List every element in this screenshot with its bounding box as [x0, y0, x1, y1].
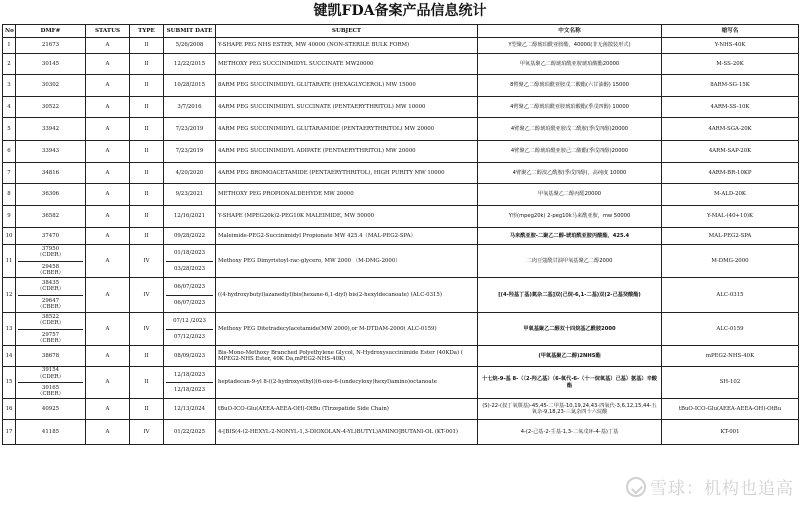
submit-date: 12/16/2021: [173, 213, 206, 220]
cell-chinese-name: 4-(2-己基-2-壬基-1,3-二氧戊环-4-基)丁基: [478, 420, 662, 445]
cell-dmf: [16, 141, 86, 163]
cell-chinese-name: 8臂聚乙二醇琥珀酰亚胺戊二酸酯(六甘油醇) 15000: [478, 75, 662, 97]
submit-date: 06/07/2023: [166, 295, 213, 306]
dmf-number: 29458 （CBER）: [18, 261, 83, 277]
table-row: [3, 367, 799, 399]
cell-abbreviation: 4ARM-SS-10K: [662, 97, 799, 118]
cell-type: IV: [130, 420, 164, 445]
cell-dmf: [16, 278, 86, 313]
cell-subject: 4ARM PEG SUCCINIMIDYL SUCCINATE (PENTAERYTHRITOL) MW 10000: [216, 97, 478, 118]
cell-chinese-name: Y形(mpeg20k) 2-peg10k马来酰亚胺，mw 50000: [478, 206, 662, 228]
submit-date: 4/20/2020: [175, 169, 204, 176]
cell-subject: 4ARM PEG BROMOACETAMIDE (PENTAERYTHRITOL), HIGH PURITY MW 10000: [216, 163, 478, 184]
cell-no: 8: [3, 184, 16, 206]
cell-submit-date: [164, 399, 216, 420]
cell-type: II: [130, 97, 164, 118]
cell-abbreviation: M-ALD-20K: [662, 184, 799, 206]
cell-type: IV: [130, 278, 164, 313]
cell-chinese-name: 甲氧基聚乙二醇丙醛20000: [478, 184, 662, 206]
cell-dmf: [16, 75, 86, 97]
cell-dmf: [16, 97, 86, 118]
cell-abbreviation: 8ARM-SG-15K: [662, 75, 799, 97]
dmf-number: 30522: [41, 103, 60, 110]
cell-no: 15: [3, 367, 16, 399]
cell-status: A: [86, 228, 130, 245]
cell-status: A: [86, 97, 130, 118]
cell-no: 3: [3, 75, 16, 97]
submit-date: 03/28/2023: [166, 261, 213, 272]
cell-no: 14: [3, 346, 16, 367]
dmf-number: 30302: [41, 82, 60, 89]
header-type: TYPE: [130, 25, 164, 38]
cell-submit-date: [164, 420, 216, 445]
submit-date: 07/12 /2023: [173, 318, 206, 325]
cell-status: A: [86, 367, 130, 399]
cell-dmf: [16, 245, 86, 278]
header-subject: SUBJECT: [216, 25, 478, 38]
cell-dmf: [16, 399, 86, 420]
cell-type: II: [130, 118, 164, 141]
submit-date: 12/18/2023: [173, 371, 206, 378]
header-chinese-name: 中文名称: [478, 25, 662, 38]
dmf-number: 29647 （CBER）: [18, 295, 83, 311]
submit-date: 12/13/2024: [173, 405, 206, 412]
cell-type: II: [130, 54, 164, 75]
table-row: [3, 278, 799, 313]
dmf-number: 33942: [41, 125, 60, 132]
cell-abbreviation: ALC-0159: [662, 313, 799, 346]
header-no: No: [3, 25, 16, 38]
cell-dmf: [16, 228, 86, 245]
submit-date: 12/18/2023: [166, 382, 213, 393]
cell-abbreviation: SH-102: [662, 367, 799, 399]
dmf-number: 30165 （CBER）: [18, 382, 83, 398]
cell-subject: ((4-hydroxybutyl)azanediyl)bis(hexane-6,1-diyl) bis(2-hexyldecanoate) (ALC-0315): [216, 278, 478, 313]
cell-dmf: [16, 163, 86, 184]
cell-no: 16: [3, 399, 16, 420]
cell-submit-date: [164, 313, 216, 346]
cell-type: II: [130, 367, 164, 399]
cell-subject: Methoxy PEG Ditetradecylacetamide(MW 2000),or M-DTDAM-2000( ALC-0159): [216, 313, 478, 346]
header-submit-date: SUBMIT DATE: [164, 25, 216, 38]
cell-abbreviation: mPEG2-NHS-40K: [662, 346, 799, 367]
dmf-number: 37950 （CDER）: [36, 245, 65, 259]
cell-abbreviation: 4ARM-SGA-20K: [662, 118, 799, 141]
table-row: [3, 228, 799, 245]
page-title: 键凯FDA备案产品信息统计: [313, 3, 487, 19]
cell-status: A: [86, 118, 130, 141]
dmf-number: 37470: [41, 232, 60, 239]
cell-status: A: [86, 420, 130, 445]
cell-subject: Maleimide-PEG2-Succinimidyl Propionate MW 425.4（MAL-PEG2-SPA）: [216, 228, 478, 245]
cell-subject: METHOXY PEG SUCCINIMIDYL SUCCINATE MW20000: [216, 54, 478, 75]
table-row: [3, 141, 799, 163]
watermark: [626, 474, 794, 499]
cell-subject: Y-SHAPE (MPEG20k)2-PEG10K MALEIMIDE, MW 50000: [216, 206, 478, 228]
cell-chinese-name: [(4-羟基丁基)氮杂二基]双(己烷-6,1-二基)双(2-己基癸酸酯): [478, 278, 662, 313]
cell-no: 12: [3, 278, 16, 313]
cell-type: IV: [130, 313, 164, 346]
submit-date: 7/23/2019: [175, 125, 204, 132]
cell-status: A: [86, 163, 130, 184]
cell-type: II: [130, 184, 164, 206]
cell-chinese-name: 4臂聚乙二醇琥珀酰亚胺己二酸酯(季戊四醇)20000: [478, 141, 662, 163]
dmf-number: 36582: [41, 213, 60, 220]
submit-date: 01/22/2025: [173, 428, 206, 435]
cell-submit-date: [164, 54, 216, 75]
cell-subject: 4ARM PEG SUCCINIMIDYL GLUTARAMIDE (PENTAERYTHRITOL) MW 20000: [216, 118, 478, 141]
table-row: [3, 118, 799, 141]
table-row: [3, 38, 799, 54]
cell-subject: Methoxy PEG Dimyristoyl-rac-glycero, MW 2000 （M-DMG-2000）: [216, 245, 478, 278]
submit-date: 06/07/2023: [173, 284, 206, 291]
cell-status: A: [86, 245, 130, 278]
cell-type: II: [130, 399, 164, 420]
submit-date: 09/28/2022: [173, 232, 206, 239]
cell-subject: 4-[BIS(4-(2-HEXYL-2-NONYL-1,3-DIOXOLAN-4-YL)BUTYL)AMINO]BUTANI-OL (KT-001): [216, 420, 478, 445]
cell-status: A: [86, 184, 130, 206]
submit-date: 08/09/2023: [173, 352, 206, 359]
dmf-number: 21673: [41, 42, 60, 49]
cell-submit-date: [164, 75, 216, 97]
cell-submit-date: [164, 184, 216, 206]
cell-chinese-name: 4臂聚乙二醇溴乙酰胺(季戊四醇)，高纯度 10000: [478, 163, 662, 184]
cell-chinese-name: (甲氧基聚乙二醇)2NHS酯: [478, 346, 662, 367]
cell-chinese-name: 4臂聚乙二醇琥珀酰亚胺琥珀酸酯(季戊四醇) 10000: [478, 97, 662, 118]
cell-no: 11: [3, 245, 16, 278]
cell-dmf: [16, 206, 86, 228]
table-row: [3, 346, 799, 367]
cell-status: A: [86, 141, 130, 163]
cell-status: A: [86, 346, 130, 367]
cell-type: II: [130, 75, 164, 97]
cell-status: A: [86, 278, 130, 313]
cell-submit-date: [164, 141, 216, 163]
submit-date: 01/18/2023: [173, 250, 206, 257]
dmf-number: 38522 （CDER）: [36, 313, 65, 327]
cell-abbreviation: M-SS-20K: [662, 54, 799, 75]
cell-no: 13: [3, 313, 16, 346]
cell-no: 17: [3, 420, 16, 445]
dmf-number: 30145: [41, 60, 60, 67]
table-row: [3, 75, 799, 97]
header-dmf: DMF#: [16, 25, 86, 38]
table-row: [3, 163, 799, 184]
table-row: [3, 54, 799, 75]
cell-status: A: [86, 75, 130, 97]
cell-abbreviation: Y-MAL-(40+10)K: [662, 206, 799, 228]
cell-no: 6: [3, 141, 16, 163]
dmf-number: 41185: [41, 428, 60, 435]
dmf-number: 36306: [41, 191, 60, 198]
cell-no: 5: [3, 118, 16, 141]
dmf-number: 38435 （CDER）: [36, 279, 65, 293]
submit-date: 12/22/2015: [173, 60, 206, 67]
cell-dmf: [16, 54, 86, 75]
cell-dmf: [16, 118, 86, 141]
cell-dmf: [16, 346, 86, 367]
cell-abbreviation: MAL-PEG2-SPA: [662, 228, 799, 245]
cell-type: II: [130, 163, 164, 184]
cell-status: A: [86, 399, 130, 420]
table-row: [3, 97, 799, 118]
cell-type: II: [130, 38, 164, 54]
cell-abbreviation: tBuO-ICO-Glu(AEEA-AEEA-OH)-OtBu: [662, 399, 799, 420]
cell-type: IV: [130, 245, 164, 278]
cell-submit-date: [164, 228, 216, 245]
table-row: [3, 313, 799, 346]
cell-subject: tBuO-ICO-Glu(AEEA-AEEA-OH)-OtBu (Tirzepatide Side Chain): [216, 399, 478, 420]
cell-submit-date: [164, 367, 216, 399]
cell-no: 10: [3, 228, 16, 245]
cell-dmf: [16, 313, 86, 346]
dmf-number: 39154 （CDER）: [36, 367, 65, 380]
cell-abbreviation: M-DMG-2000: [662, 245, 799, 278]
cell-submit-date: [164, 346, 216, 367]
cell-type: II: [130, 206, 164, 228]
submit-date: 9/23/2021: [175, 191, 204, 198]
table-row: [3, 399, 799, 420]
watermark-text: 雪球：机构也追高: [650, 479, 794, 499]
cell-submit-date: [164, 118, 216, 141]
cell-submit-date: [164, 278, 216, 313]
cell-status: A: [86, 38, 130, 54]
fda-dmf-table: [2, 24, 799, 445]
cell-chinese-name: 4臂聚乙二醇琥珀酰亚胺戊二酰胺(季戊四醇)20000: [478, 118, 662, 141]
cell-chinese-name: 甲氧基聚乙二醇双十四烷基乙酰胺2000: [478, 313, 662, 346]
cell-chinese-name: 马来酰亚胺-二聚乙二醇-琥珀酰亚胺丙酸酯，425.4: [478, 228, 662, 245]
cell-no: 7: [3, 163, 16, 184]
cell-subject: 4ARM PEG SUCCINIMIDYL ADIPATE (PENTAERYTHRITOL) MW 20000: [216, 141, 478, 163]
cell-abbreviation: 4ARM-BR-10KP: [662, 163, 799, 184]
cell-abbreviation: ALC-0315: [662, 278, 799, 313]
cell-no: 2: [3, 54, 16, 75]
table-row: [3, 420, 799, 445]
cell-no: 9: [3, 206, 16, 228]
table-header-row: [3, 25, 799, 38]
table-row: [3, 184, 799, 206]
cell-status: A: [86, 313, 130, 346]
snowball-logo-icon: [626, 477, 646, 497]
cell-subject: Bis-Mono-Methoxy Branched Polyethylene Glycol, N-Hydroxysuccinimide Ester (40KDa) ( MPEG2-NHS Ester, 40K Da,mPEG2-NHS-40K): [216, 346, 478, 367]
table-row: [3, 245, 799, 278]
submit-date: 07/12/2023: [166, 329, 213, 340]
cell-abbreviation: Y-NHS-40K: [662, 38, 799, 54]
cell-chinese-name: 十七烷-9-基 8-（（2-羟乙基）（6-氧代-6-（十一烷氧基）己基）氨基）辛酸酯: [478, 367, 662, 399]
cell-type: II: [130, 141, 164, 163]
dmf-number: 34816: [41, 169, 60, 176]
header-abbreviation: 缩写名: [662, 25, 799, 38]
cell-dmf: [16, 367, 86, 399]
cell-chinese-name: (S)-22-(叔丁氧羰基)-45,45-二甲基-10,19,24,43-四氧代-3,6,12,15,44-五氧杂-9,18,23-三氮杂四十六烷酸: [478, 399, 662, 420]
cell-subject: 8ARM PEG SUCCINIMIDYL GLUTARATE (HEXAGLYCEROL) MW 15000: [216, 75, 478, 97]
cell-abbreviation: 4ARM-SAP-20K: [662, 141, 799, 163]
cell-submit-date: [164, 163, 216, 184]
cell-no: 4: [3, 97, 16, 118]
dmf-number: 29757 （CBER）: [18, 329, 83, 345]
cell-status: A: [86, 206, 130, 228]
cell-submit-date: [164, 206, 216, 228]
cell-subject: METHOXY PEG PROPIONALDEHYDE MW 20000: [216, 184, 478, 206]
dmf-number: 33943: [41, 148, 60, 155]
submit-date: 10/28/2015: [173, 82, 206, 89]
cell-subject: Y-SHAPE PEG NHS ESTER, MW 40000 (NON-STERILE BULK FORM): [216, 38, 478, 54]
cell-no: 1: [3, 38, 16, 54]
cell-dmf: [16, 38, 86, 54]
header-status: STATUS: [86, 25, 130, 38]
cell-chinese-name: 二肉豆蔻酰甘油甲氧基聚乙二醇2000: [478, 245, 662, 278]
cell-abbreviation: KT-001: [662, 420, 799, 445]
submit-date: 7/23/2019: [175, 148, 204, 155]
cell-type: II: [130, 346, 164, 367]
cell-dmf: [16, 184, 86, 206]
dmf-number: 38678: [41, 352, 60, 359]
cell-chinese-name: 甲氧基聚乙二醇琥珀酰亚胺琥珀酸酯20000: [478, 54, 662, 75]
submit-date: 5/26/2008: [175, 42, 204, 49]
cell-subject: heptadecan-9-yl 8-((2-hydroxyethyl)(6-oxo-6-(undecyloxy)hexyl)amino)octanoate: [216, 367, 478, 399]
cell-type: II: [130, 228, 164, 245]
table-row: [3, 206, 799, 228]
dmf-number: 40925: [41, 405, 60, 412]
submit-date: 3/7/2016: [177, 103, 202, 110]
cell-dmf: [16, 420, 86, 445]
cell-status: A: [86, 54, 130, 75]
table-body: [3, 38, 799, 445]
cell-submit-date: [164, 245, 216, 278]
cell-submit-date: [164, 97, 216, 118]
cell-chinese-name: Y型聚乙二醇琥珀酰亚胺酯，40000(非无菌散装形式): [478, 38, 662, 54]
cell-submit-date: [164, 38, 216, 54]
